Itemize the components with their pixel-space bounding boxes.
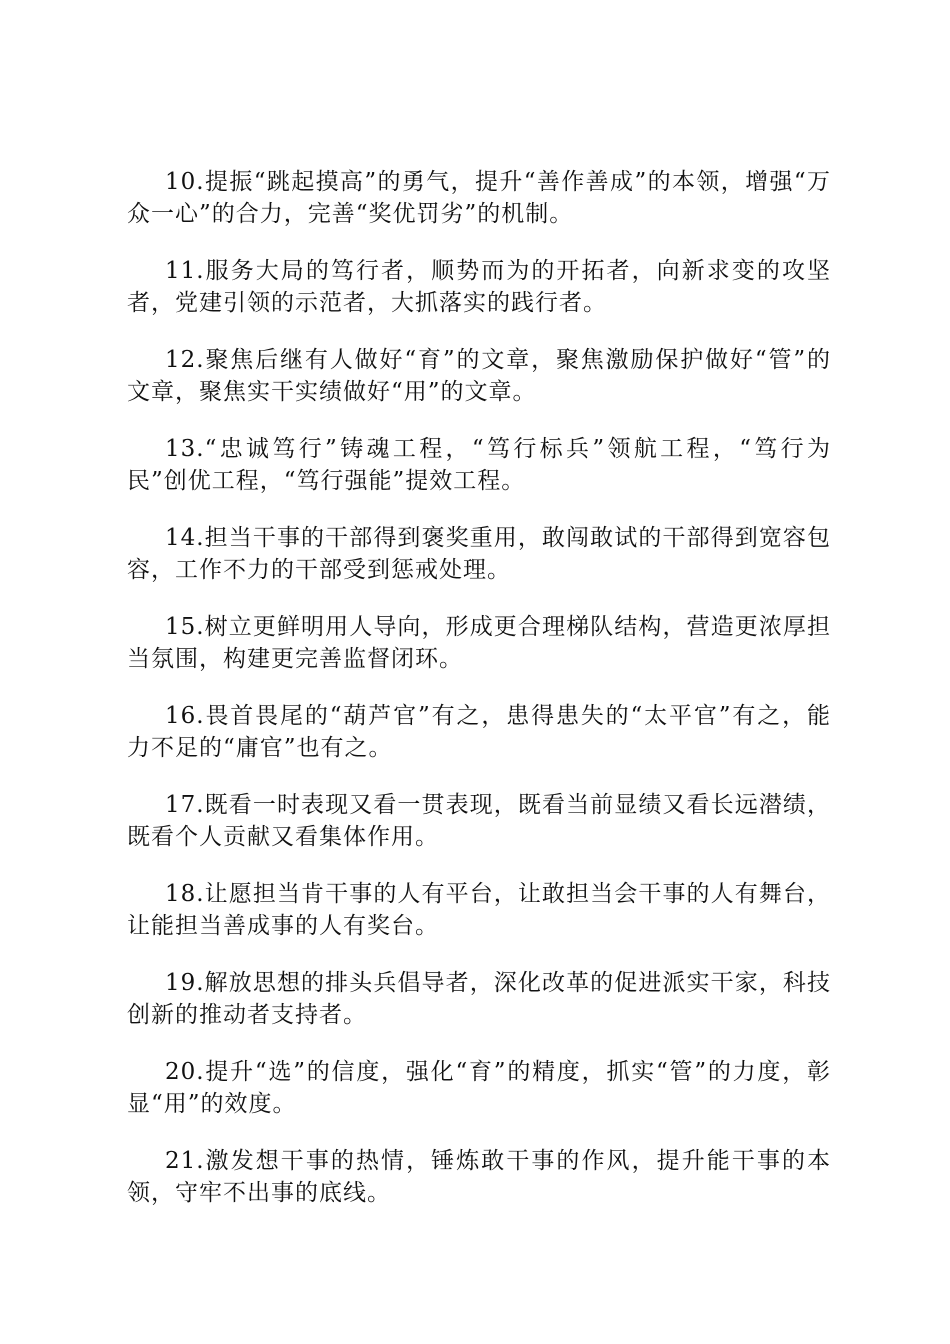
paragraph-12: 12.聚焦后继有人做好“育”的文章，聚焦激励保护做好“管”的文章，聚焦实干实绩做好“用”的文章。 [127, 347, 831, 405]
paragraph-18: 18.让愿担当肯干事的人有平台，让敢担当会干事的人有舞台，让能担当善成事的人有奖台。 [127, 881, 831, 939]
paragraph-17: 17.既看一时表现又看一贯表现，既看当前显绩又看长远潜绩，既看个人贡献又看集体作用。 [127, 792, 831, 850]
paragraph-19: 19.解放思想的排头兵倡导者，深化改革的促进派实干家，科技创新的推动者支持者。 [127, 970, 831, 1028]
paragraph-20: 20.提升“选”的信度，强化“育”的精度，抓实“管”的力度，彰显“用”的效度。 [127, 1059, 831, 1117]
paragraph-11: 11.服务大局的笃行者，顺势而为的开拓者，向新求变的攻坚者，党建引领的示范者，大抓落实的践行者。 [127, 258, 831, 316]
paragraph-13: 13.“忠诚笃行”铸魂工程，“笃行标兵”领航工程，“笃行为民”创优工程，“笃行强能”提效工程。 [127, 436, 831, 494]
paragraph-14: 14.担当干事的干部得到褒奖重用，敢闯敢试的干部得到宽容包容，工作不力的干部受到惩戒处理。 [127, 525, 831, 583]
paragraph-16: 16.畏首畏尾的“葫芦官”有之，患得患失的“太平官”有之，能力不足的“庸官”也有之。 [127, 703, 831, 761]
paragraph-10: 10.提振“跳起摸高”的勇气，提升“善作善成”的本领，增强“万众一心”的合力，完善“奖优罚劣”的机制。 [127, 169, 831, 227]
document-body [127, 166, 831, 1234]
paragraph-15: 15.树立更鲜明用人导向，形成更合理梯队结构，营造更浓厚担当氛围，构建更完善监督闭环。 [127, 614, 831, 672]
paragraph-21: 21.激发想干事的热情，锤炼敢干事的作风，提升能干事的本领，守牢不出事的底线。 [127, 1148, 831, 1206]
